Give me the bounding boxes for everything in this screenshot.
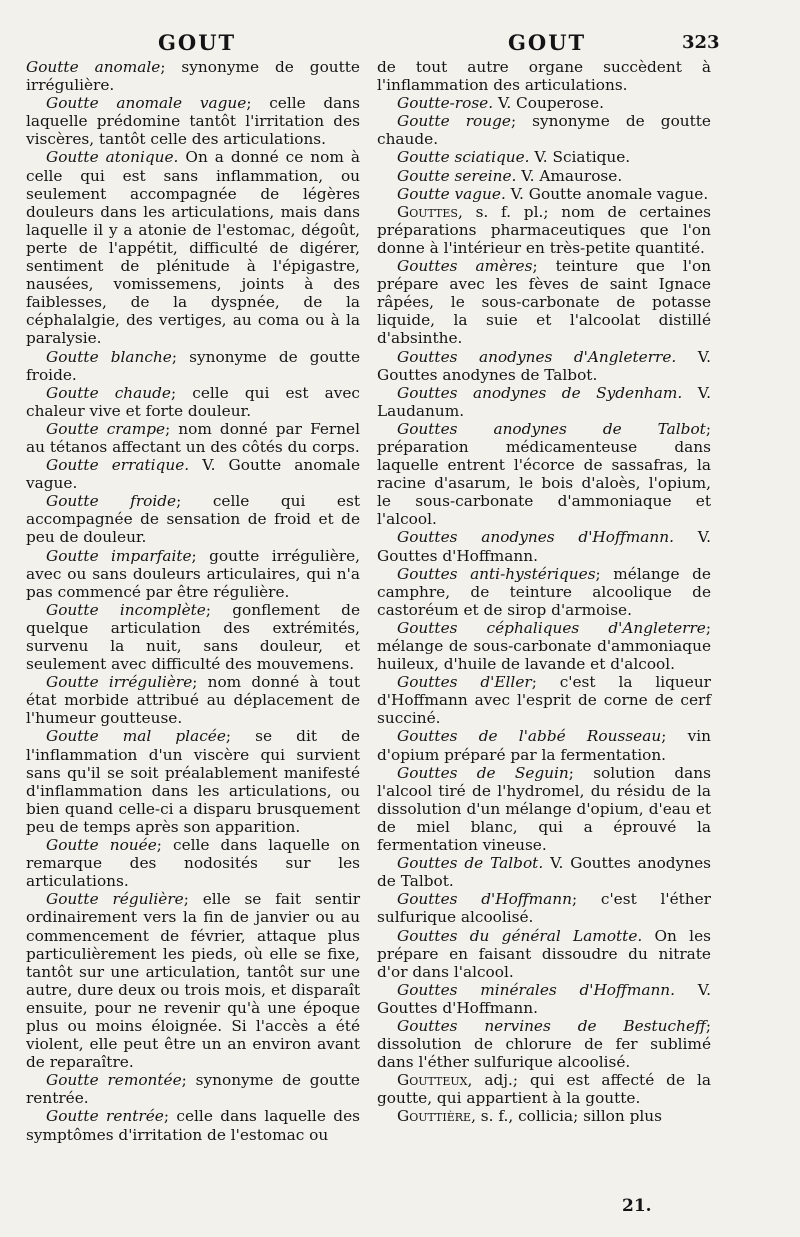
- dictionary-entry: [377, 854, 711, 890]
- entry-definition: V. Gouttes d'Hoffmann.: [377, 980, 711, 1017]
- dictionary-entry: [377, 1017, 711, 1071]
- dictionary-entry: [26, 492, 360, 546]
- dictionary-entry: [26, 601, 360, 673]
- entry-term: Goutte crampe: [46, 419, 166, 438]
- entry-definition: On a donné ce nom à celle qui est sans inflammation, ou seulement accompagnée de légères douleurs dans les articulations, mais dans laquelle il y a atonie de l'estomac, dégoût, perte de l'appétit, difficulté de digérer, sentiment de plénitude à l'épigastre, nausées, vomissemens, joints à des faiblesses, de la dyspnée, de la céphalalgie, des vertiges, au coma ou à la paralysie.: [26, 148, 360, 348]
- entry-definition: V. Laudanum.: [377, 383, 711, 420]
- dictionary-entry: [26, 1071, 360, 1107]
- entry-definition: ; nom donné à tout état morbide attribué au déplacement de l'humeur goutteuse.: [26, 673, 361, 728]
- entry-term: Goutte chaude: [46, 383, 171, 402]
- entry-definition: V. Sciatique.: [529, 148, 631, 167]
- entry-term: Gouttes d'Eller: [397, 673, 532, 692]
- entry-term: Goutte sereine.: [397, 166, 517, 185]
- entry-definition: ; celle qui est avec chaleur vive et forte douleur.: [26, 383, 361, 420]
- entry-definition: ; teinture que l'on prépare avec les fèves de saint Ignace râpées, le sous-carbonate de potasse liquide, la suie et l'alcoolat distillé d'absinthe.: [377, 257, 712, 348]
- entry-term: Gouttes d'Hoffmann: [397, 890, 572, 909]
- entry-term: Gouttes de Talbot.: [397, 854, 544, 873]
- left-column: [26, 58, 360, 1144]
- dictionary-entry: [377, 420, 711, 529]
- entry-definition: ; synonyme de goutte irrégulière.: [26, 58, 360, 95]
- entry-term: Gouttes anodynes d'Angleterre.: [397, 347, 677, 366]
- entry-definition: ; se dit de l'inflammation d'un viscère qui survient sans qu'il se soit préalablement manifesté d'inflammation dans les articulations, ou bien quand celle-ci a disparu brusquement peu de temps après son apparition.: [26, 727, 360, 836]
- dictionary-entry: [377, 890, 711, 926]
- dictionary-entry: [377, 528, 711, 564]
- dictionary-entry: [377, 58, 711, 94]
- dictionary-entry: [26, 547, 360, 601]
- dictionary-entry: [377, 565, 711, 619]
- dictionary-entry: [26, 890, 360, 1071]
- entry-definition: ; c'est l'éther sulfurique alcoolisé.: [377, 890, 711, 927]
- dictionary-entry: [377, 619, 711, 673]
- entry-term: Goutte blanche: [46, 347, 172, 366]
- entry-definition: ; celle dans laquelle prédomine tantôt l'irritation des viscères, tantôt celle des articulations.: [26, 94, 361, 149]
- entry-term: Gouttes amères: [397, 257, 533, 276]
- entry-term: Goutte rouge: [397, 112, 511, 131]
- dictionary-entry: [377, 981, 711, 1017]
- entry-term: Goutte irrégulière: [46, 673, 193, 692]
- entry-definition: V. Couperose.: [493, 94, 604, 113]
- dictionary-entry: [377, 94, 711, 112]
- dictionary-entry: [377, 167, 711, 185]
- entry-term: Gouttes anodynes de Talbot: [397, 419, 706, 438]
- entry-term: Goutte vague.: [397, 184, 506, 203]
- entry-term: Goutte incomplète: [46, 600, 206, 619]
- dictionary-entry: [26, 1107, 360, 1143]
- entry-term: Gouttes nervines de Bestucheff: [397, 1016, 706, 1035]
- entry-definition: ; synonyme de goutte rentrée.: [26, 1071, 360, 1108]
- entry-term: Goutte atonique.: [46, 148, 179, 167]
- entry-definition: , adj.; qui est affecté de la goutte, qui appartient à la goutte.: [377, 1071, 711, 1108]
- page-number: 323: [682, 32, 720, 53]
- entry-term: Goutte régulière: [46, 890, 184, 909]
- dictionary-entry: [26, 384, 360, 420]
- entry-term: Goutte nouée: [46, 836, 157, 855]
- entry-definition: ; celle qui est accompagnée de sensation de froid et de peu de douleur.: [26, 492, 360, 547]
- dictionary-entry: [377, 384, 711, 420]
- right-running-head: GOUT: [508, 30, 587, 55]
- entry-definition: On les prépare en faisant dissoudre du nitrate d'or dans l'alcool.: [377, 926, 711, 981]
- dictionary-entry: [377, 764, 711, 854]
- entry-definition: ; gonflement de quelque articulation des extrémités, survenu la nuit, sans douleur, et seulement avec difficulté des mouvemens.: [26, 600, 361, 674]
- dictionary-entry: [377, 203, 711, 257]
- entry-definition: ; dissolution de chlorure de fer sublimé dans l'éther sulfurique alcoolisé.: [377, 1016, 711, 1072]
- entry-term: Goutte remontée: [46, 1071, 182, 1090]
- entry-definition: ; préparation médicamenteuse dans laquelle entrent l'écorce de sassafras, la racine d'asarum, le bois d'aloès, l'opium, le sous-carbonate d'ammoniaque et l'alcool.: [377, 419, 711, 529]
- dictionary-entry: [377, 1107, 711, 1125]
- entry-definition: ; elle se fait sentir ordinairement vers la fin de janvier ou au commencement de février, attaque plus particulièrement les pieds, où elle se fixe, tantôt sur une articulation, tantôt sur une autre, dure deux ou trois mois, et disparaît ensuite, pour ne revenir qu'à une époque plus ou moins éloignée. Si l'accès a été violent, elle peut être un an environ avant de reparaître.: [26, 890, 361, 1072]
- entry-term: Gouttes minérales d'Hoffmann.: [397, 980, 676, 999]
- entry-definition: ; vin d'opium préparé par la fermentation.: [377, 727, 711, 764]
- entry-definition: ; celle dans laquelle des symptômes d'irritation de l'estomac ou: [26, 1107, 360, 1144]
- entry-definition: V. Gouttes anodynes de Talbot.: [377, 347, 711, 384]
- dictionary-entry: [26, 420, 360, 456]
- dictionary-entry: [26, 836, 360, 890]
- entry-definition: V. Goutte anomale vague.: [26, 456, 361, 493]
- entry-term: Gouttes du général Lamotte.: [397, 926, 643, 945]
- entry-definition: de tout autre organe succèdent à l'inflammation des articulations.: [377, 58, 711, 95]
- dictionary-entry: [377, 257, 711, 347]
- entry-term: Goutte sciatique.: [397, 148, 530, 167]
- right-column: [377, 58, 711, 1126]
- dictionary-entry: [377, 1071, 711, 1107]
- entry-term: Gouttes anodynes d'Hoffmann.: [397, 528, 674, 547]
- entry-term: Gouttière: [397, 1107, 472, 1126]
- running-header: [0, 30, 800, 58]
- dictionary-entry: [377, 927, 711, 981]
- entry-definition: ; goutte irrégulière, avec ou sans douleurs articulaires, qui n'a pas commencé par être régulière.: [26, 546, 360, 601]
- entry-term: Goutte froide: [46, 492, 177, 511]
- dictionary-entry: [26, 58, 360, 94]
- entry-term: Gouttes anodynes de Sydenham.: [397, 383, 683, 402]
- entry-term: Gouttes céphaliques d'Angleterre: [397, 618, 706, 637]
- dictionary-entry: [26, 94, 360, 148]
- entry-definition: ; solution dans l'alcool tiré de l'hydromel, du résidu de la dissolution d'un mélange d'opium, d'eau et de miel blanc, qui a éprouvé la fermentation vineuse.: [377, 763, 711, 855]
- entry-term: Gouttes de l'abbé Rousseau: [397, 727, 662, 746]
- signature-mark: 21.: [622, 1196, 652, 1216]
- entry-definition: ; celle dans laquelle on remarque des nodosités sur les articulations.: [26, 836, 360, 891]
- entry-term: Goutte anomale vague: [46, 94, 247, 113]
- entry-definition: ; mélange de sous-carbonate d'ammoniaque huileux, d'huile de lavande et d'alcool.: [377, 618, 711, 674]
- dictionary-entry: [26, 148, 360, 347]
- left-running-head: GOUT: [158, 30, 237, 55]
- entry-term: Gouttes anti-hystériques: [397, 564, 596, 583]
- entry-term: Gouttes: [397, 202, 458, 221]
- entry-definition: , s. f., collicia; sillon plus: [471, 1107, 662, 1126]
- entry-term: Goutte anomale: [26, 58, 161, 76]
- dictionary-entry: [377, 727, 711, 763]
- entry-definition: , s. f. pl.; nom de certaines préparations pharmaceutiques que l'on donne à l'intérieur en très-petite quantité.: [377, 202, 711, 257]
- entry-definition: ; nom donné par Fernel au tétanos affectant un des côtés du corps.: [26, 419, 361, 456]
- dictionary-entry: [377, 148, 711, 166]
- entry-definition: V. Amaurose.: [516, 166, 623, 185]
- entry-term: Goutte rentrée: [46, 1107, 164, 1126]
- entry-definition: ; c'est la liqueur d'Hoffmann avec l'esprit de corne de cerf succiné.: [377, 673, 711, 728]
- dictionary-entry: [377, 112, 711, 148]
- dictionary-entry: [377, 348, 711, 384]
- entry-term: Goutte imparfaite: [46, 546, 192, 565]
- dictionary-entry: [26, 673, 360, 727]
- entry-term: Goutteux: [397, 1071, 468, 1090]
- entry-term: Goutte erratique.: [46, 456, 190, 475]
- dictionary-entry: [26, 727, 360, 836]
- dictionary-entry: [377, 185, 711, 203]
- entry-term: Goutte-rose.: [397, 94, 494, 113]
- entry-definition: V. Gouttes anodynes de Talbot.: [377, 854, 711, 891]
- dictionary-entry: [26, 456, 360, 492]
- entry-definition: ; synonyme de goutte chaude.: [377, 112, 711, 149]
- entry-definition: ; synonyme de goutte froide.: [26, 347, 360, 384]
- entry-definition: V. Gouttes d'Hoffmann.: [377, 528, 711, 565]
- entry-term: Gouttes de Seguin: [397, 763, 569, 782]
- entry-definition: ; mélange de camphre, de teinture alcoolique de castoréum et de sirop d'armoise.: [377, 564, 711, 619]
- entry-definition: V. Goutte anomale vague.: [505, 184, 709, 203]
- dictionary-entry: [26, 348, 360, 384]
- entry-term: Goutte mal placée: [46, 727, 226, 746]
- dictionary-entry: [377, 673, 711, 727]
